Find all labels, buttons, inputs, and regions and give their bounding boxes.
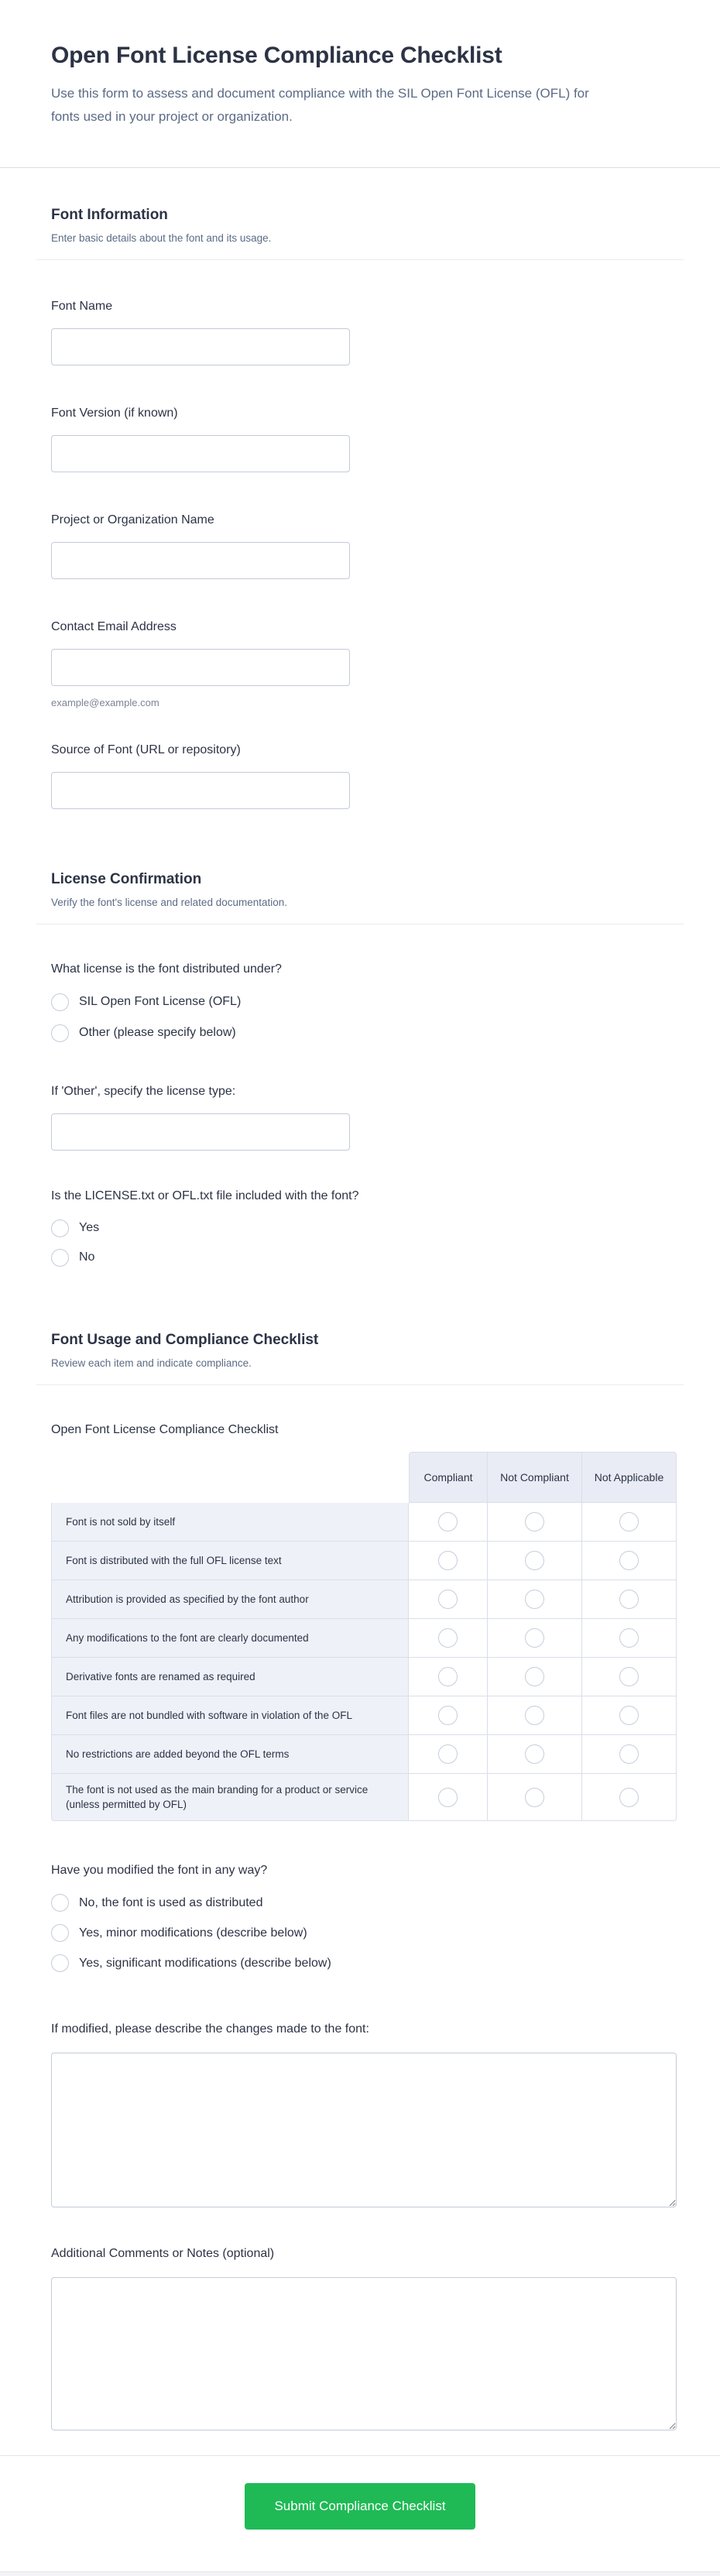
table-row: [51, 1503, 677, 1542]
matrix-cell: [488, 1619, 582, 1658]
submit-area: [0, 2483, 720, 2530]
matrix-row-label: Font is not sold by itself: [51, 1503, 409, 1542]
matrix-radio-button[interactable]: [438, 1706, 458, 1725]
radio-button[interactable]: [51, 1954, 69, 1972]
radio-button[interactable]: [51, 1024, 69, 1042]
table-row: [51, 1658, 677, 1696]
project-name-label: Project or Organization Name: [51, 513, 214, 527]
matrix-title: Open Font License Compliance Checklist: [51, 1423, 279, 1436]
matrix-cell: [488, 1696, 582, 1735]
matrix-cell: [409, 1696, 488, 1735]
matrix-cell: [488, 1774, 582, 1821]
matrix-radio-button[interactable]: [525, 1706, 544, 1725]
matrix-radio-button[interactable]: [438, 1512, 458, 1532]
section-heading: Font Information: [51, 207, 168, 223]
matrix-row-label: No restrictions are added beyond the OFL terms: [51, 1735, 409, 1774]
page-bottom-edge: [0, 2571, 720, 2576]
radio-button[interactable]: [51, 1219, 69, 1237]
matrix-radio-button[interactable]: [525, 1512, 544, 1532]
matrix-cell: [409, 1619, 488, 1658]
table-row: [51, 1542, 677, 1580]
project-name-input[interactable]: [51, 542, 350, 579]
submit-area-divider: [0, 2455, 720, 2456]
radio-button[interactable]: [51, 1249, 69, 1267]
matrix-radio-button[interactable]: [525, 1788, 544, 1807]
question-modified: [0, 1863, 720, 1978]
section-description: Enter basic details about the font and its usage.: [51, 232, 272, 244]
license-file-options: [51, 1213, 669, 1272]
license-file-label: Is the LICENSE.txt or OFL.txt file included with the font?: [51, 1189, 359, 1202]
form-header: [0, 0, 720, 129]
matrix-cell: [409, 1542, 488, 1580]
other-license-label: If 'Other', specify the license type:: [51, 1085, 236, 1098]
page-subtitle: Use this form to assess and document compliance with the SIL Open Font License (OFL) for fonts used in your project or organization.: [51, 86, 589, 124]
matrix-cell: [582, 1735, 677, 1774]
email-helper-text: example@example.com: [51, 697, 159, 708]
additional-comments-label: Additional Comments or Notes (optional): [51, 2247, 275, 2260]
radio-button[interactable]: [51, 1924, 69, 1942]
matrix-radio-button[interactable]: [619, 1667, 639, 1686]
modified-options: [51, 1888, 669, 1978]
radio-option-label: Yes: [79, 1221, 100, 1234]
matrix-column-header: Not Compliant: [488, 1452, 582, 1503]
question-describe-changes: [0, 2022, 720, 2207]
font-version-input[interactable]: [51, 435, 350, 472]
question-font-version: [0, 406, 720, 472]
radio-option-no[interactable]: [51, 1243, 669, 1272]
matrix-cell: [488, 1542, 582, 1580]
matrix-radio-button[interactable]: [619, 1590, 639, 1609]
matrix-row-label: Derivative fonts are renamed as required: [51, 1658, 409, 1696]
matrix-row-label: The font is not used as the main branding for a product or service (unless permitted by OFL): [51, 1774, 409, 1821]
matrix-radio-button[interactable]: [438, 1551, 458, 1570]
radio-option-ofl[interactable]: [51, 986, 669, 1017]
question-contact-email: [0, 619, 720, 708]
matrix-cell: [488, 1503, 582, 1542]
matrix-cell: [409, 1658, 488, 1696]
matrix-radio-button[interactable]: [525, 1744, 544, 1764]
matrix-row-label: Font is distributed with the full OFL license text: [51, 1542, 409, 1580]
radio-option-label: No: [79, 1250, 95, 1264]
question-compliance-matrix: [0, 1422, 720, 1438]
matrix-cell: [582, 1658, 677, 1696]
matrix-row-label: Any modifications to the font are clearly documented: [51, 1619, 409, 1658]
table-row: [51, 1580, 677, 1619]
question-project-name: [0, 513, 720, 579]
radio-option-yes[interactable]: [51, 1213, 669, 1243]
matrix-radio-button[interactable]: [438, 1628, 458, 1648]
matrix-radio-button[interactable]: [438, 1788, 458, 1807]
matrix-cell: [582, 1580, 677, 1619]
section-description: Verify the font's license and related documentation.: [51, 897, 288, 908]
radio-option-other[interactable]: [51, 1017, 669, 1048]
radio-option-label: Yes, significant modifications (describe below): [79, 1956, 331, 1970]
font-name-input[interactable]: [51, 328, 350, 365]
contact-email-label: Contact Email Address: [51, 620, 177, 633]
radio-option-significant-modifications[interactable]: [51, 1948, 669, 1978]
font-version-label: Font Version (if known): [51, 406, 178, 420]
matrix-cell: [582, 1774, 677, 1821]
matrix-cell: [582, 1619, 677, 1658]
font-source-input[interactable]: [51, 772, 350, 809]
license-type-label: What license is the font distributed under?: [51, 962, 282, 976]
matrix-radio-button[interactable]: [438, 1667, 458, 1686]
matrix-header-spacer: [51, 1452, 409, 1503]
modified-label: Have you modified the font in any way?: [51, 1864, 268, 1877]
matrix-radio-button[interactable]: [525, 1667, 544, 1686]
other-license-input[interactable]: [51, 1113, 350, 1151]
matrix-radio-button[interactable]: [525, 1628, 544, 1648]
matrix-radio-button[interactable]: [619, 1551, 639, 1570]
compliance-matrix-table: [51, 1452, 677, 1821]
matrix-cell: [409, 1735, 488, 1774]
radio-button[interactable]: [51, 1894, 69, 1912]
section-description: Review each item and indicate compliance.: [51, 1357, 252, 1369]
page-title: Open Font License Compliance Checklist: [51, 43, 502, 68]
question-additional-comments: [0, 2246, 720, 2430]
section-license-confirmation: [0, 809, 720, 909]
radio-button[interactable]: [51, 993, 69, 1011]
radio-option-minor-modifications[interactable]: [51, 1918, 669, 1948]
question-font-source: [0, 743, 720, 809]
question-font-name: [0, 299, 720, 365]
matrix-cell: [488, 1735, 582, 1774]
additional-comments-textarea[interactable]: [51, 2277, 677, 2430]
section-usage-checklist: [0, 1272, 720, 1370]
matrix-header-row: [51, 1452, 677, 1503]
matrix-cell: [488, 1580, 582, 1619]
question-license-type: [0, 962, 720, 1048]
matrix-column-header: Compliant: [409, 1452, 488, 1503]
table-row: [51, 1696, 677, 1735]
matrix-cell: [582, 1542, 677, 1580]
font-name-label: Font Name: [51, 300, 113, 313]
radio-option-label: Other (please specify below): [79, 1026, 236, 1039]
section-font-information: [0, 168, 720, 245]
contact-email-input[interactable]: [51, 649, 350, 686]
matrix-cell: [582, 1503, 677, 1542]
radio-option-label: Yes, minor modifications (describe below): [79, 1926, 307, 1940]
question-other-license: [0, 1084, 720, 1151]
matrix-cell: [488, 1658, 582, 1696]
describe-changes-label: If modified, please describe the changes made to the font:: [51, 2022, 369, 2036]
matrix-radio-button[interactable]: [525, 1551, 544, 1570]
matrix-radio-button[interactable]: [438, 1744, 458, 1764]
matrix-row-label: Attribution is provided as specified by the font author: [51, 1580, 409, 1619]
matrix-cell: [582, 1696, 677, 1735]
matrix-radio-button[interactable]: [619, 1744, 639, 1764]
matrix-radio-button[interactable]: [619, 1788, 639, 1807]
section-heading: License Confirmation: [51, 871, 202, 887]
describe-changes-textarea[interactable]: [51, 2053, 677, 2207]
section-heading: Font Usage and Compliance Checklist: [51, 1332, 319, 1348]
radio-option-not-modified[interactable]: [51, 1888, 669, 1918]
matrix-radio-button[interactable]: [438, 1590, 458, 1609]
matrix-column-header: Not Applicable: [582, 1452, 677, 1503]
font-source-label: Source of Font (URL or repository): [51, 743, 241, 756]
submit-button[interactable]: Submit Compliance Checklist: [245, 2483, 475, 2530]
divider: [36, 259, 684, 260]
table-row: [51, 1735, 677, 1774]
license-type-options: [51, 986, 669, 1048]
matrix-radio-button[interactable]: [619, 1706, 639, 1725]
matrix-radio-button[interactable]: [619, 1512, 639, 1532]
matrix-cell: [409, 1580, 488, 1619]
divider: [36, 1384, 684, 1385]
radio-option-label: No, the font is used as distributed: [79, 1895, 263, 1909]
matrix-cell: [409, 1774, 488, 1821]
matrix-row-label: Font files are not bundled with software in violation of the OFL: [51, 1696, 409, 1735]
table-row: [51, 1774, 677, 1821]
matrix-radio-button[interactable]: [619, 1628, 639, 1648]
radio-option-label: SIL Open Font License (OFL): [79, 995, 242, 1008]
table-row: [51, 1619, 677, 1658]
question-license-file: [0, 1189, 720, 1272]
matrix-cell: [409, 1503, 488, 1542]
matrix-radio-button[interactable]: [525, 1590, 544, 1609]
